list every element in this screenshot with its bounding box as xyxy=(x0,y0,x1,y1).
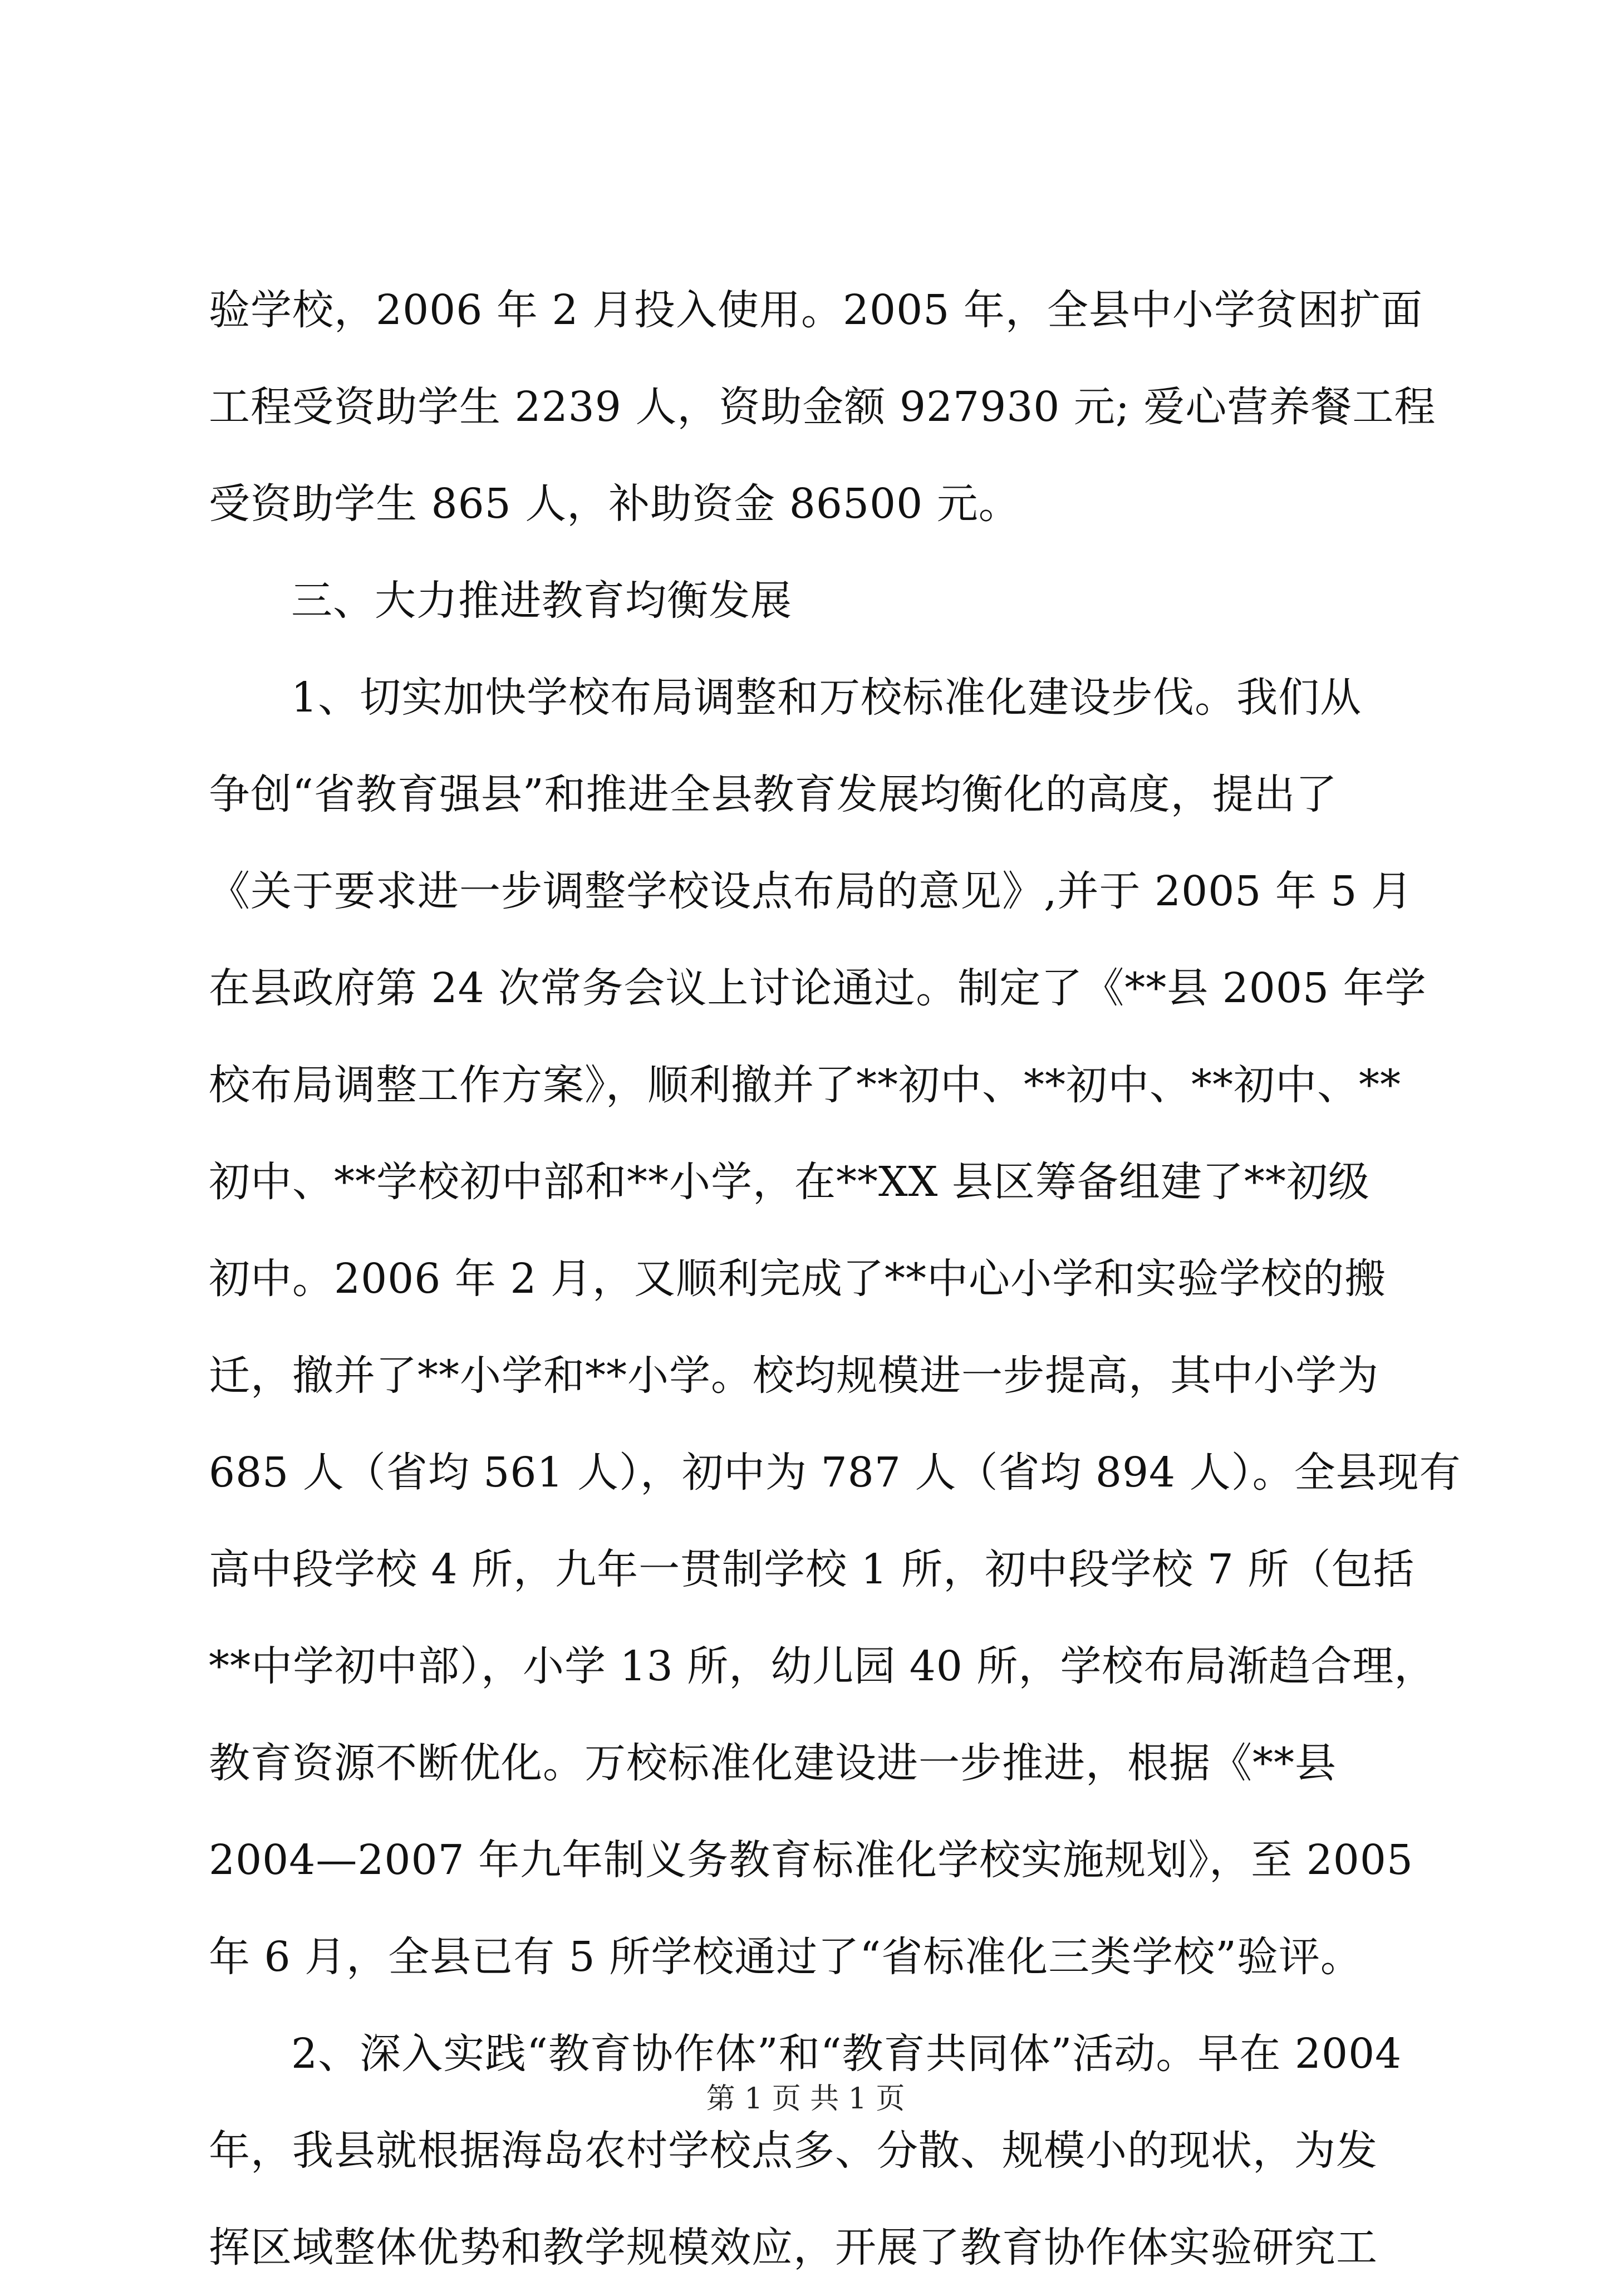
text-line-12: 迁，撤并了**小学和**小学。校均规模进一步提高，其中小学为 xyxy=(209,1352,1379,1400)
text-line-14: 高中段学校 4 所，九年一贯制学校 1 所，初中段学校 7 所（包括 xyxy=(209,1546,1415,1593)
text-line-15: **中学初中部），小学 13 所，幼儿园 40 所，学校布局渐趋合理， xyxy=(209,1642,1436,1690)
section-heading: 三、大力推进教育均衡发展 xyxy=(291,577,792,625)
text-line-8: 在县政府第 24 次常务会议上讨论通过。制定了《**县 2005 年学 xyxy=(209,964,1427,1012)
page-footer xyxy=(0,2077,1611,2121)
document-body xyxy=(209,262,1461,2296)
text-line-10: 初中、**学校初中部和**小学，在**XX 县区筹备组建了**初级 xyxy=(209,1158,1370,1206)
text-line-18: 年 6 月，全县已有 5 所学校通过了“省标准化三类学校”验评。 xyxy=(209,1933,1362,1981)
text-line-1: 验学校，2006 年 2 月投入使用。2005 年，全县中小学贫困扩面 xyxy=(209,286,1423,334)
paragraph-2-first-line: 2、深入实践“教育协作体”和“教育共同体”活动。早在 2004 xyxy=(291,2030,1402,2078)
text-line-3: 受资助学生 865 人，补助资金 86500 元。 xyxy=(209,480,1020,528)
text-line-6: 争创“省教育强县”和推进全县教育发展均衡化的高度，提出了 xyxy=(209,771,1338,818)
text-line-16: 教育资源不断优化。万校标准化建设进一步推进，根据《**县 xyxy=(209,1739,1337,1787)
text-line-21: 挥区域整体优势和教学规模效应，开展了教育协作体实验研究工 xyxy=(209,2224,1378,2272)
paragraph-1-first-line: 1、切实加快学校布局调整和万校标准化建设步伐。我们从 xyxy=(291,674,1362,722)
text-line-9: 校布局调整工作方案》，顺利撤并了**初中、**初中、**初中、** xyxy=(209,1061,1401,1109)
text-line-13: 685 人（省均 561 人），初中为 787 人（省均 894 人）。全县现有 xyxy=(209,1449,1461,1497)
text-line-2: 工程受资助学生 2239 人，资助金额 927930 元; 爱心营养餐工程 xyxy=(209,383,1436,431)
text-line-20: 年，我县就根据海岛农村学校点多、分散、规模小的现状，为发 xyxy=(209,2127,1378,2175)
page-number-label: 第 1 页 共 1 页 xyxy=(706,2082,905,2116)
text-line-17: 2004—2007 年九年制义务教育标准化学校实施规划》，至 2005 xyxy=(209,1836,1414,1884)
text-line-11: 初中。2006 年 2 月，又顺利完成了**中心小学和实验学校的搬 xyxy=(209,1255,1386,1303)
text-line-7: 《关于要求进一步调整学校设点布局的意见》,并于 2005 年 5 月 xyxy=(209,867,1413,915)
